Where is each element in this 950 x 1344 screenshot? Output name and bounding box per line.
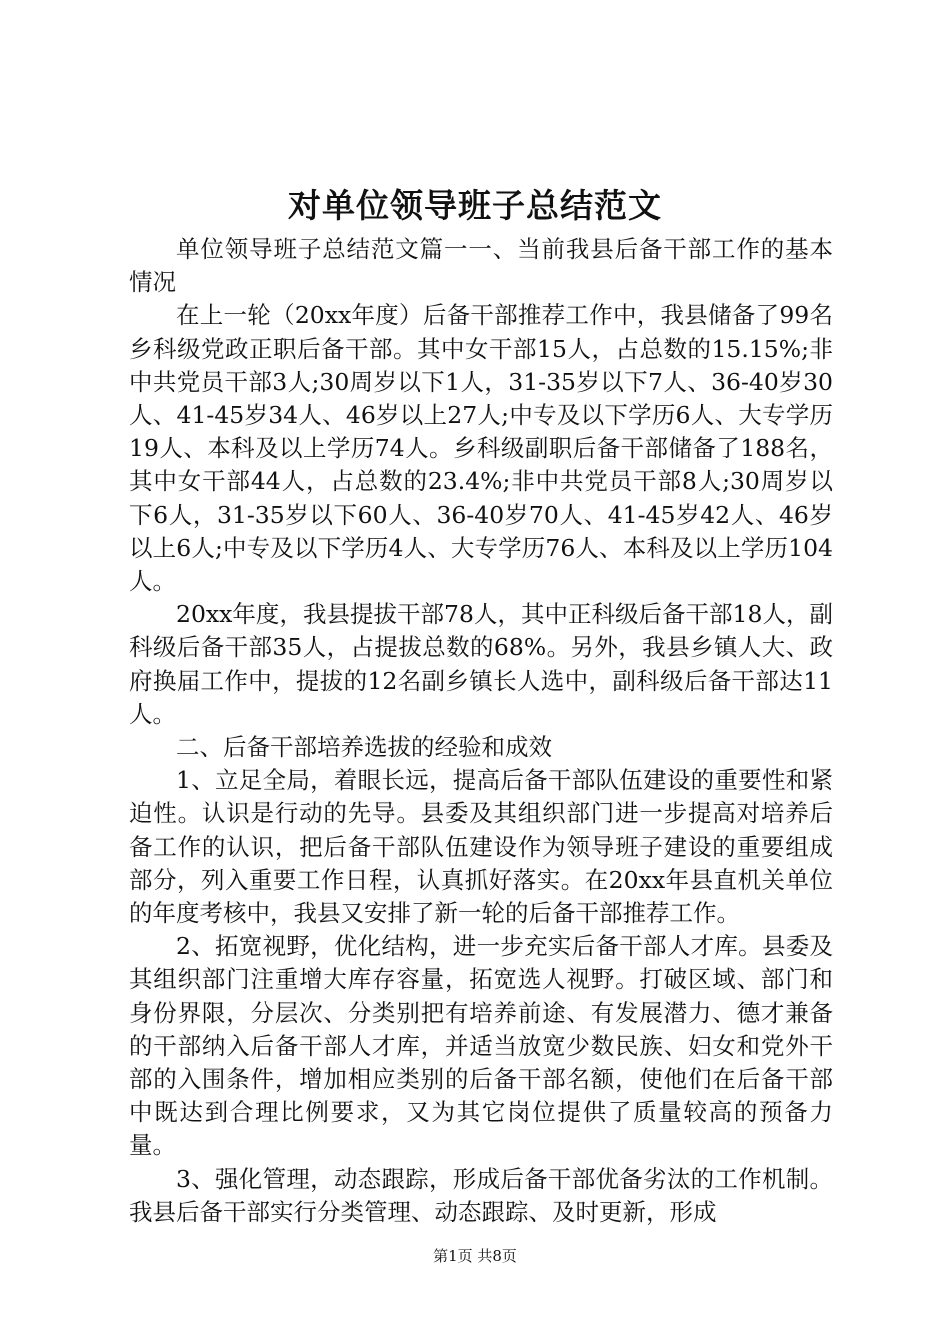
document-title: 对单位领导班子总结范文 bbox=[288, 186, 662, 225]
page-footer: 第1页 共8页 bbox=[433, 1247, 517, 1265]
paragraph-promotions: 20xx年度，我县提拔干部78人，其中正科级后备干部18人，副科级后备干部35人，占提拔总数的68%。另外，我县乡镇人大、政府换届工作中，提拔的12名副乡镇长人选中，副科级后备干部达11人。 bbox=[129, 600, 833, 728]
section-heading-experience: 二、后备干部培养选拔的经验和成效 bbox=[176, 733, 552, 762]
document-body bbox=[129, 233, 833, 1229]
paragraph-point-2: 2、拓宽视野，优化结构，进一步充实后备干部人才库。县委及其组织部门注重增大库存容量，拓宽选人视野。打破区域、部门和身份界限，分层次、分类别把有培养前途、有发展潜力、德才兼备的干部纳入后备干部人才库，并适当放宽少数民族、妇女和党外干部的入围条件，增加相应类别的后备干部名额，使他们在后备干部中既达到合理比例要求，又为其它岗位提供了质量较高的预备力量。 bbox=[129, 932, 833, 1160]
paragraph-point-1: 1、立足全局，着眼长远，提高后备干部队伍建设的重要性和紧迫性。认识是行动的先导。县委及其组织部门进一步提高对培养后备工作的认识，把后备干部队伍建设作为领导班子建设的重要组成部分，列入重要工作日程，认真抓好落实。在20xx年县直机关单位的年度考核中，我县又安排了新一轮的后备干部推荐工作。 bbox=[129, 766, 833, 928]
paragraph-point-3: 3、强化管理，动态跟踪，形成后备干部优备劣汰的工作机制。我县后备干部实行分类管理、动态跟踪、及时更新，形成 bbox=[129, 1164, 833, 1226]
paragraph-intro: 单位领导班子总结范文篇一一、当前我县后备干部工作的基本情况 bbox=[129, 235, 833, 297]
paragraph-statistics: 在上一轮（20xx年度）后备干部推荐工作中，我县储备了99名乡科级党政正职后备干部。其中女干部15人，占总数的15.15%;非中共党员干部3人;30周岁以下1人，31-35岁以下7人、36-40岁30人、41-45岁34人、46岁以上27人;中专及以下学历6人、大专学历19人、本科及以上学历74人。乡科级副职后备干部储备了188名，其中女干部44人，占总数的23.4%;非中共党员干部8人;30周岁以下6人，31-35岁以下60人、36-40岁70人、41-45岁42人、46岁以上6人;中专及以下学历4人、大专学历76人、本科及以上学历104人。 bbox=[129, 301, 833, 596]
